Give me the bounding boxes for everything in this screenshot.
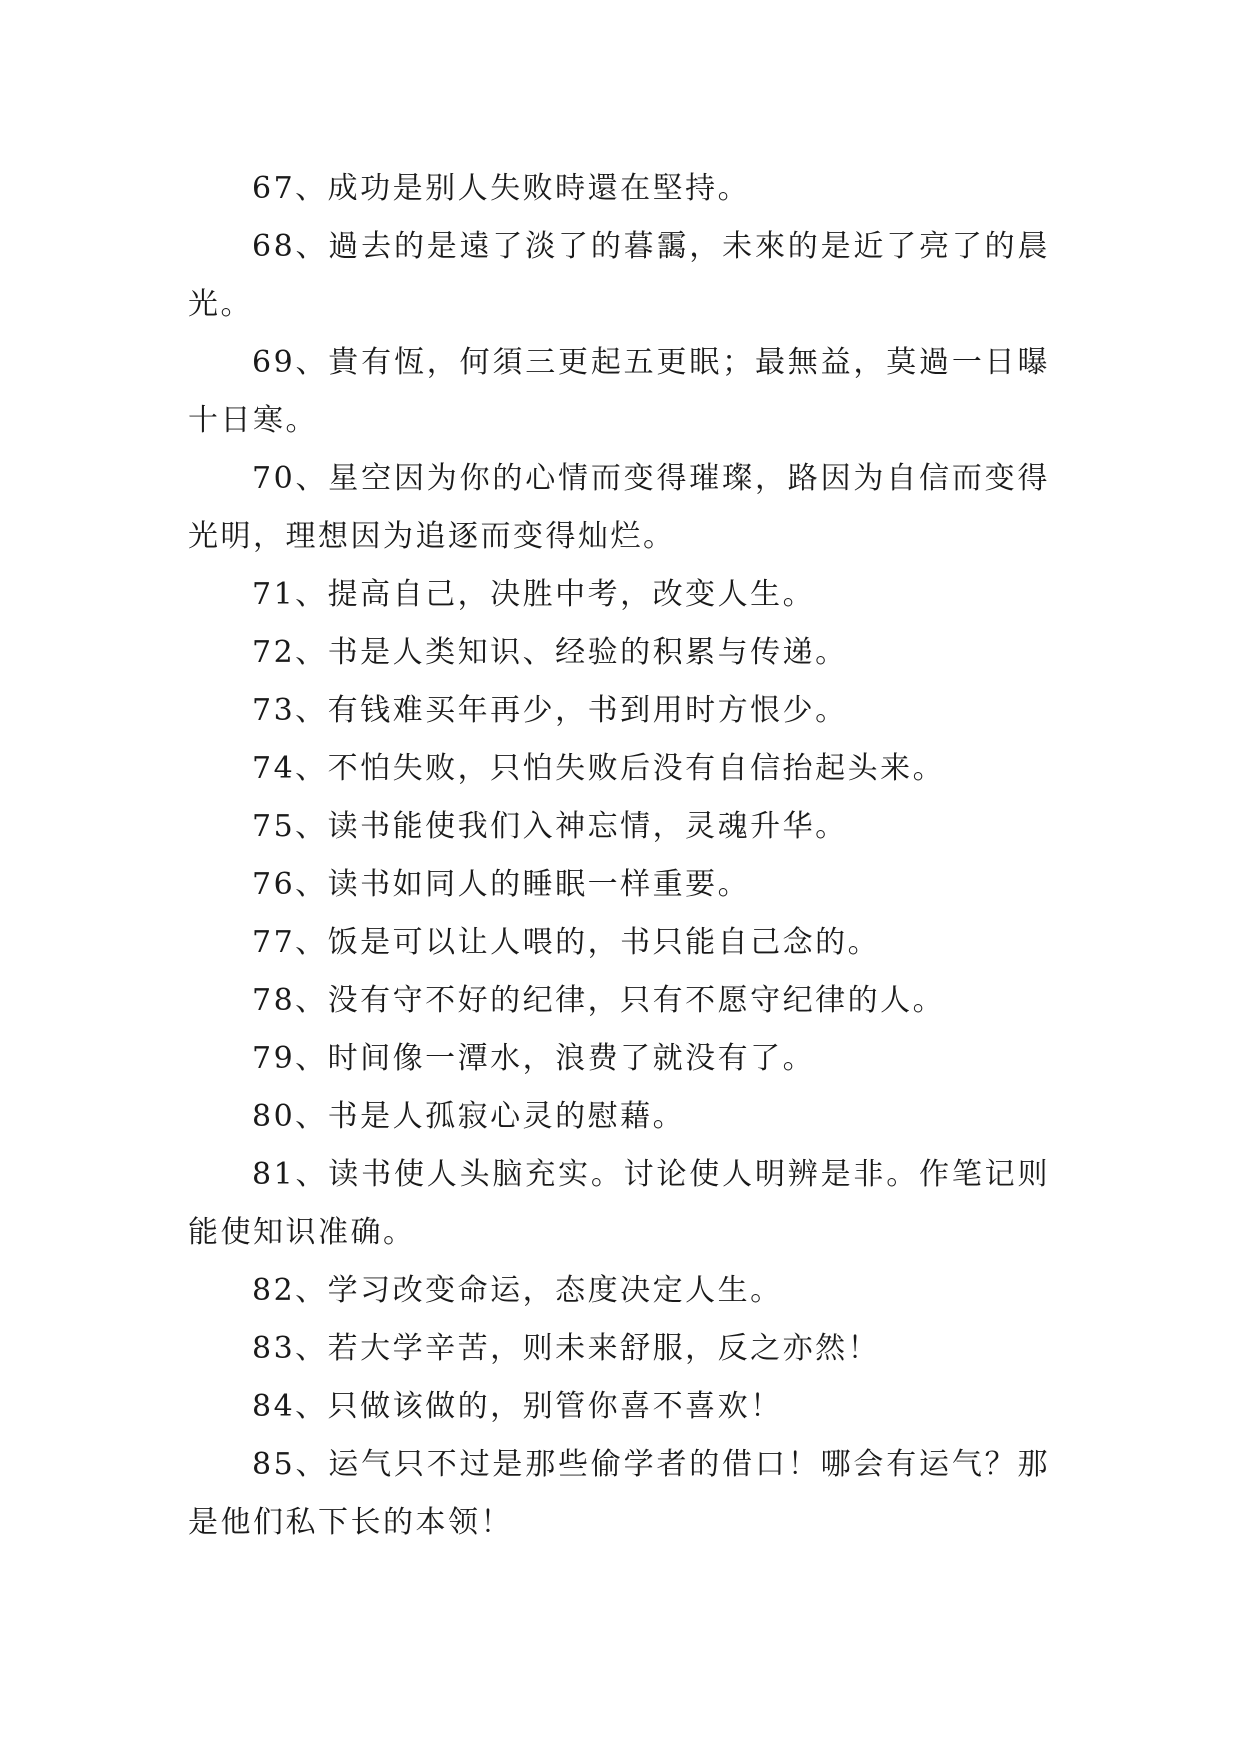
quote-77: 77、饭是可以让人喂的，书只能自己念的。: [252, 925, 881, 960]
quote-68: 68、過去的是遠了淡了的暮靄，未來的是近了亮了的晨光。: [188, 229, 1050, 322]
quote-78: 78、没有守不好的纪律，只有不愿守纪律的人。: [252, 983, 946, 1018]
quote-84: 84、只做该做的，别管你喜不喜欢！: [252, 1389, 783, 1424]
quote-72: 72、书是人类知识、经验的积累与传递。: [252, 635, 848, 670]
quote-79: 79、时间像一潭水，浪费了就没有了。: [252, 1041, 816, 1076]
quote-85: 85、运气只不过是那些偷学者的借口！哪会有运气？那是他们私下长的本领！: [188, 1447, 1050, 1540]
quote-73: 73、有钱难买年再少，书到用时方恨少。: [252, 693, 848, 728]
quote-70: 70、星空因为你的心情而变得璀璨，路因为自信而变得光明，理想因为追逐而变得灿烂。: [188, 461, 1050, 554]
quote-80: 80、书是人孤寂心灵的慰藉。: [252, 1099, 686, 1134]
quote-74: 74、不怕失败，只怕失败后没有自信抬起头来。: [252, 751, 946, 786]
quote-75: 75、读书能使我们入神忘情，灵魂升华。: [252, 809, 848, 844]
document-body: [188, 160, 1050, 1552]
quote-82: 82、学习改变命运，态度决定人生。: [252, 1273, 783, 1308]
quote-69: 69、貴有恆，何須三更起五更眠；最無益，莫過一日曝十日寒。: [188, 345, 1050, 438]
quote-71: 71、提高自己，决胜中考，改变人生。: [252, 577, 816, 612]
quote-67: 67、成功是别人失败時還在堅持。: [252, 171, 751, 206]
quote-76: 76、读书如同人的睡眠一样重要。: [252, 867, 751, 902]
quote-83: 83、若大学辛苦，则未来舒服，反之亦然！: [252, 1331, 881, 1366]
quote-81: 81、读书使人头脑充实。讨论使人明辨是非。作笔记则能使知识准确。: [188, 1157, 1050, 1250]
